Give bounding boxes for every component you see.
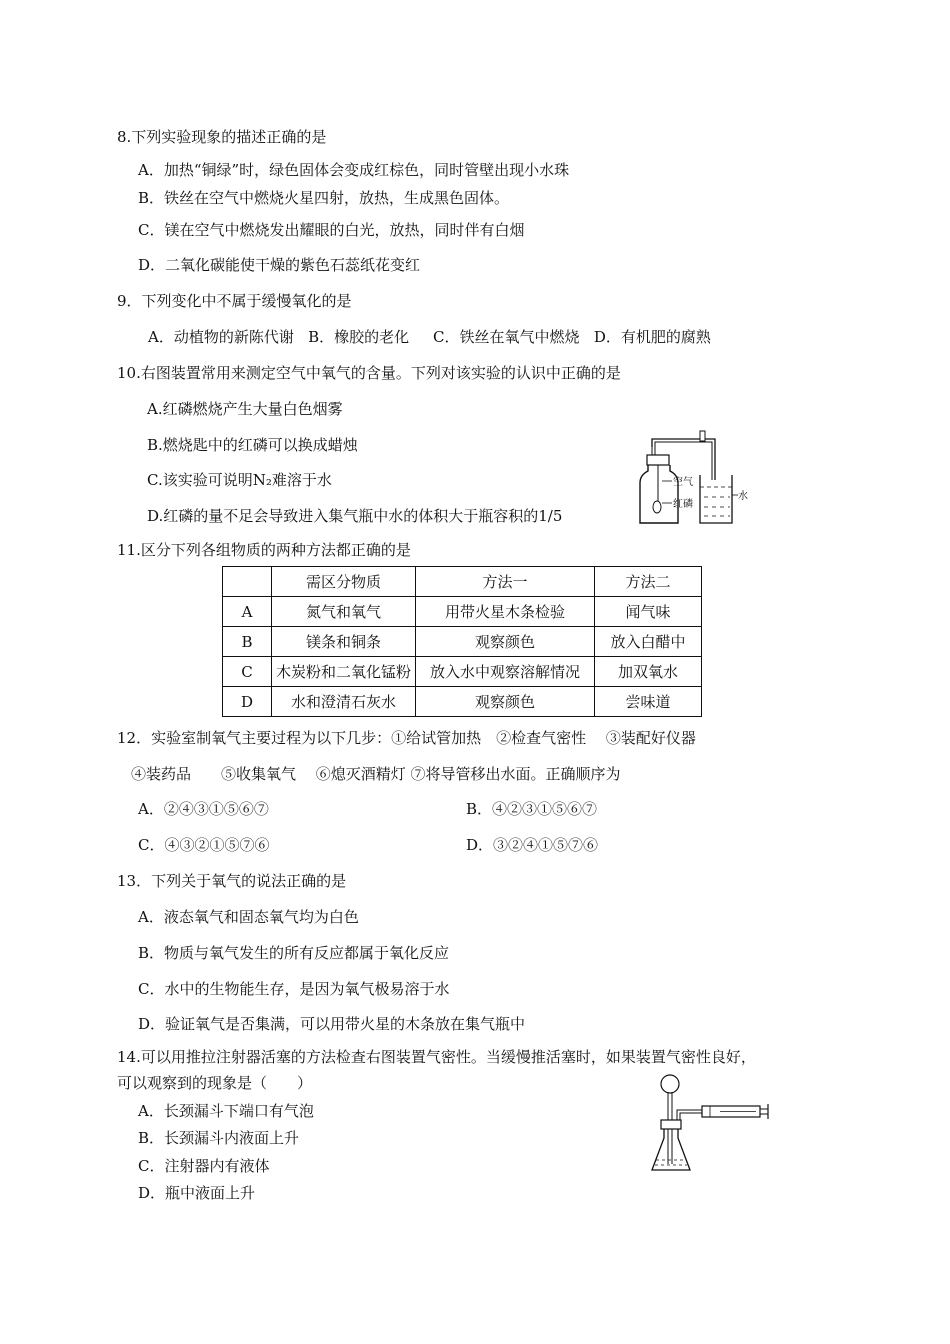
- table-cell: 放入水中观察溶解情况: [416, 657, 595, 687]
- q14-option-c: C．注射器内有液体: [138, 1157, 270, 1175]
- q12-option-d: D．③②④①⑤⑦⑥: [466, 836, 599, 854]
- table-cell: 观察颜色: [416, 627, 595, 657]
- q12-stem-continued: ④装药品 ⑤收集氧气 ⑥熄灭酒精灯 ⑦将导管移出水面。正确顺序为: [131, 765, 621, 783]
- q10-stem: 10.右图装置常用来测定空气中氧气的含量。下列对该实验的认识中正确的是: [117, 364, 621, 382]
- q8-option-d: D．二氧化碳能使干燥的紫色石蕊纸花变红: [138, 256, 421, 274]
- table-cell: 水和澄清石灰水: [272, 687, 416, 717]
- q9-options: [148, 327, 711, 347]
- q10-option-b: B.燃烧匙中的红磷可以换成蜡烛: [147, 436, 358, 454]
- table-header-row: [223, 567, 702, 597]
- table-cell: 尝味道: [595, 687, 702, 717]
- q11-table: [222, 566, 702, 717]
- q10-option-d: D.红磷的量不足会导致进入集气瓶中水的体积大于瓶容积的1/5: [147, 507, 563, 525]
- q8-stem: 8.下列实验现象的描述正确的是: [117, 128, 327, 146]
- table-cell: 镁条和铜条: [272, 627, 416, 657]
- table-row: [223, 687, 702, 717]
- table-header-cell: 方法二: [595, 567, 702, 597]
- q11-stem: 11.区分下列各组物质的两种方法都正确的是: [117, 541, 411, 559]
- q10-option-a: A.红磷燃烧产生大量白色烟雾: [147, 400, 343, 418]
- table-cell: 闻气味: [595, 597, 702, 627]
- q12-option-a: A．②④③①⑤⑥⑦: [138, 800, 269, 818]
- q12-option-c: C．④③②①⑤⑦⑥: [138, 836, 270, 854]
- q9-option-b: B．橡胶的老化: [308, 328, 410, 346]
- q8-option-a: A．加热“铜绿”时，绿色固体会变成红棕色，同时管壁出现小水珠: [138, 161, 570, 179]
- q13-stem: 13．下列关于氧气的说法正确的是: [117, 872, 347, 890]
- q9-option-d: D．有机肥的腐熟: [593, 328, 711, 346]
- q14-stem: 14.可以用推拉注射器活塞的方法检查右图装置气密性。当缓慢推活塞时，如果装置气密性良好，: [117, 1048, 756, 1066]
- q10-option-c: C.该实验可说明N₂难溶于水: [147, 471, 332, 489]
- q14-option-d: D．瓶中液面上升: [138, 1184, 256, 1202]
- q8-option-c: C．镁在空气中燃烧发出耀眼的白光，放热，同时伴有白烟: [138, 221, 525, 239]
- table-row: [223, 597, 702, 627]
- table-cell: 观察颜色: [416, 687, 595, 717]
- table-cell: 放入白醋中: [595, 627, 702, 657]
- q14-apparatus-figure: [650, 1072, 775, 1177]
- q14-stem-continued: 可以观察到的现象是（ ）: [117, 1074, 313, 1092]
- q10-label-phosphorus: 红磷: [673, 499, 693, 510]
- table-cell: A: [223, 597, 272, 627]
- table-cell: 用带火星木条检验: [416, 597, 595, 627]
- q12-option-b: B．④②③①⑤⑥⑦: [466, 800, 598, 818]
- q13-option-c: C．水中的生物能生存，是因为氧气极易溶于水: [138, 980, 450, 998]
- table-cell: D: [223, 687, 272, 717]
- table-header-cell: 方法一: [416, 567, 595, 597]
- table-cell: B: [223, 627, 272, 657]
- q10-label-water: 水: [738, 491, 748, 502]
- q13-option-b: B．物质与氧气发生的所有反应都属于氧化反应: [138, 944, 450, 962]
- q12-stem: 12．实验室制氧气主要过程为以下几步：①给试管加热 ②检查气密性 ③装配好仪器: [117, 729, 696, 747]
- table-row: [223, 657, 702, 687]
- q10-apparatus-figure: [630, 425, 750, 530]
- q13-option-a: A．液态氧气和固态氧气均为白色: [138, 908, 359, 926]
- q8-option-b: B．铁丝在空气中燃烧火星四射，放热，生成黑色固体。: [138, 189, 510, 207]
- table-cell: 氮气和氧气: [272, 597, 416, 627]
- q14-option-b: B．长颈漏斗内液面上升: [138, 1129, 300, 1147]
- table-cell: 木炭粉和二氧化锰粉: [272, 657, 416, 687]
- q9-option-a: A．动植物的新陈代谢: [148, 328, 294, 346]
- q9-option-c: C．铁丝在氧气中燃烧: [433, 328, 580, 346]
- q14-option-a: A．长颈漏斗下端口有气泡: [138, 1102, 314, 1120]
- table-cell: 加双氧水: [595, 657, 702, 687]
- table-cell: C: [223, 657, 272, 687]
- q13-option-d: D．验证氧气是否集满，可以用带火星的木条放在集气瓶中: [138, 1015, 526, 1033]
- table-header-cell: [223, 567, 272, 597]
- table-row: [223, 627, 702, 657]
- q9-stem: 9．下列变化中不属于缓慢氧化的是: [117, 292, 352, 310]
- table-header-cell: 需区分物质: [272, 567, 416, 597]
- q10-label-air: 空气: [673, 477, 693, 488]
